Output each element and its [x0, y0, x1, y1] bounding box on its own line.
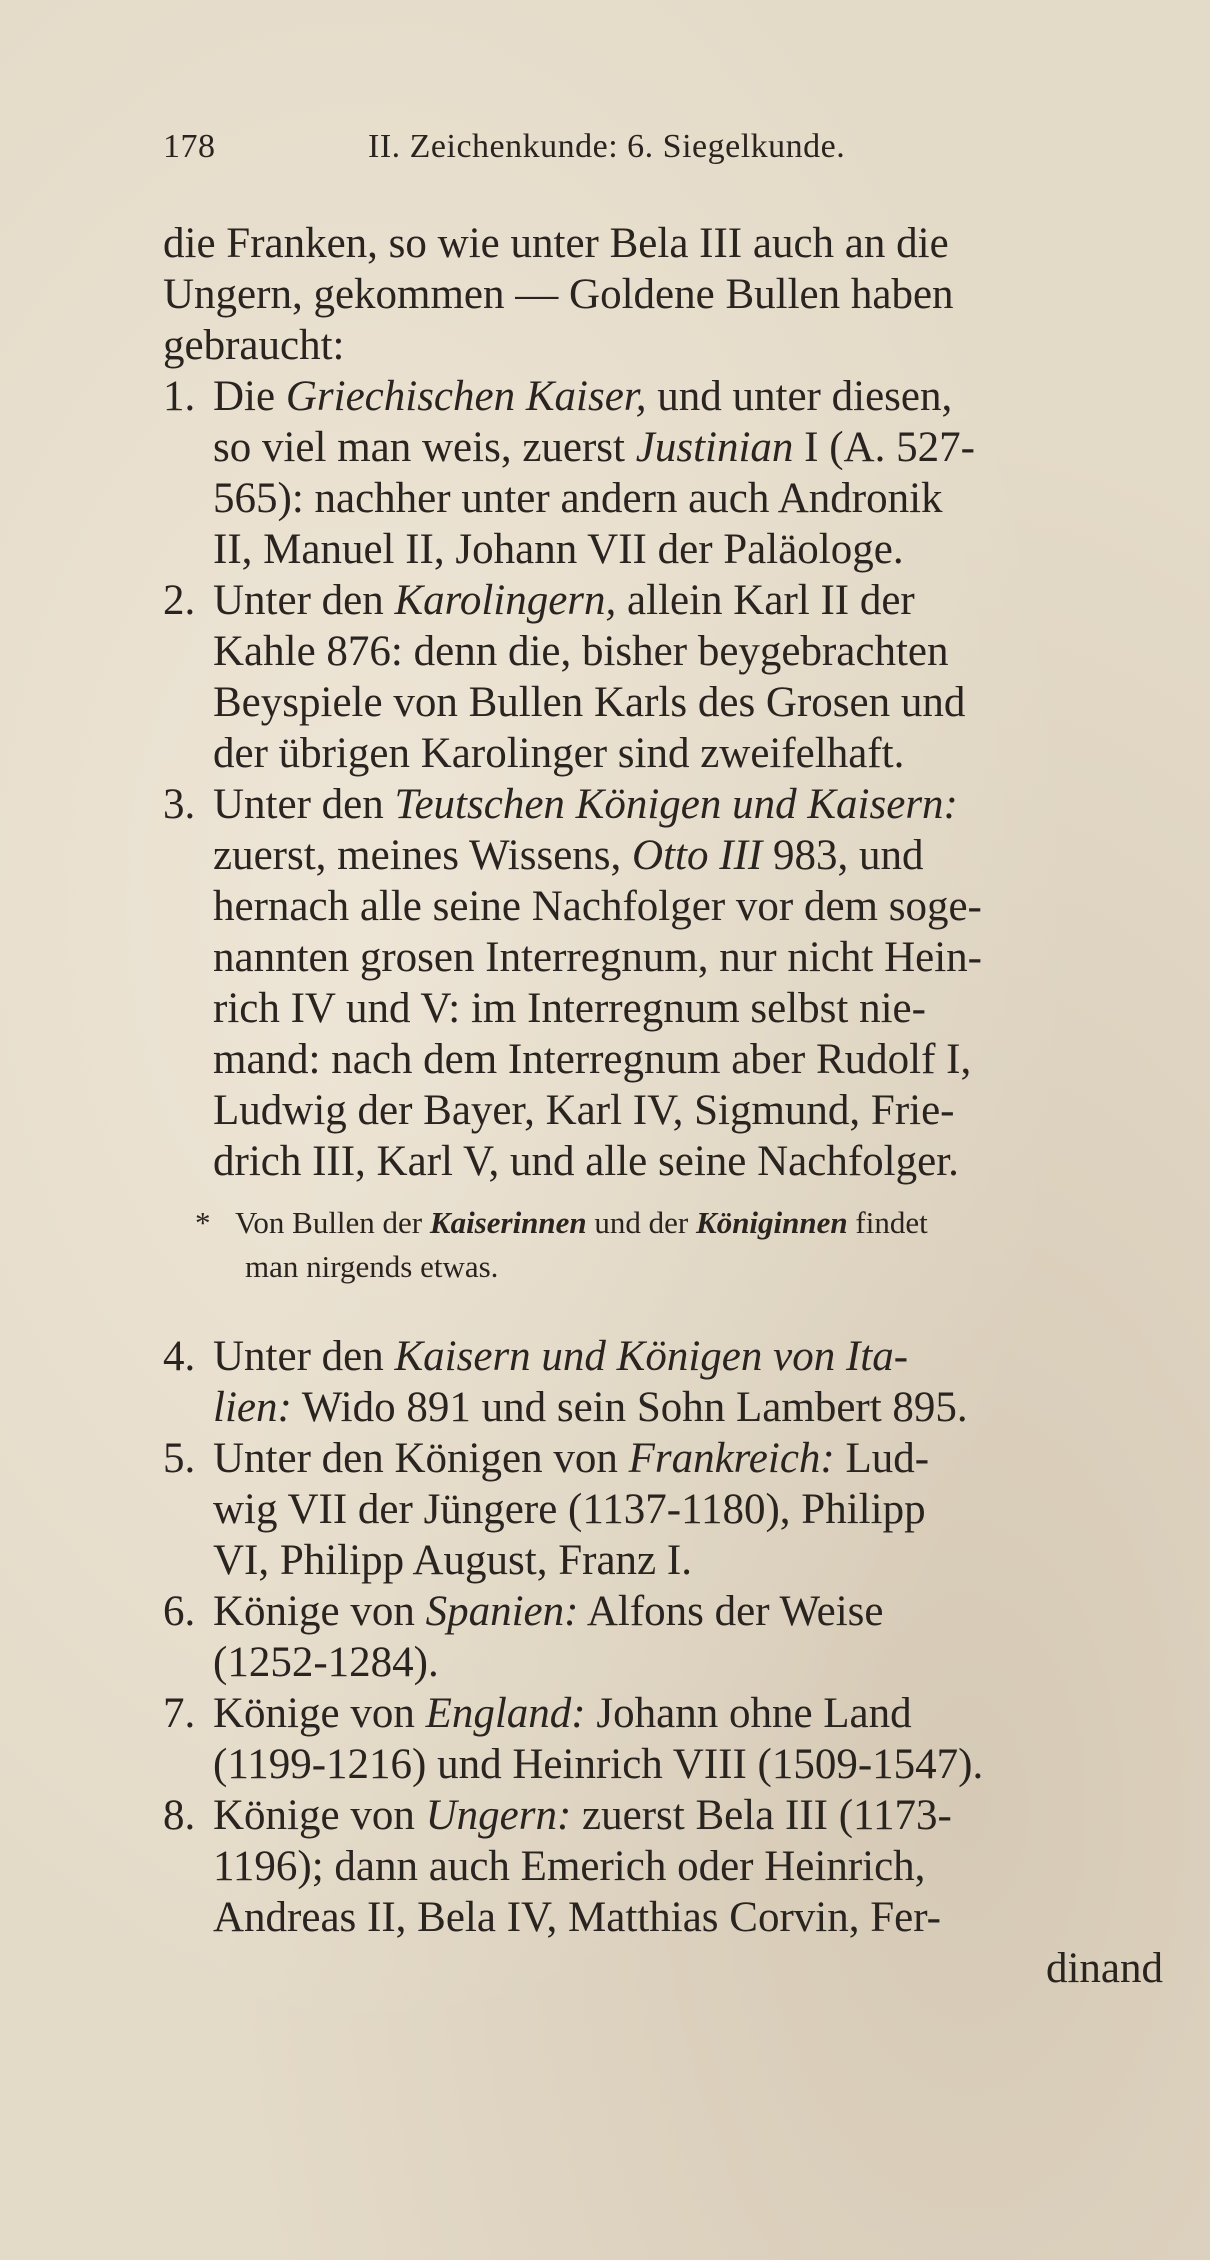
text-run: wig VII der Jüngere (1137-1180), Philipp: [213, 1486, 926, 1533]
text-run: Unter den: [213, 577, 395, 624]
text-run: findet: [847, 1205, 928, 1240]
text-run: Johann ohne Land: [585, 1690, 912, 1737]
page-number: 178: [163, 128, 216, 165]
text-run: nannten grosen Interregnum, nur nicht Hein-: [213, 934, 982, 981]
italic-text: Justinian: [635, 424, 794, 471]
text-run: 1196); dann auch Emerich oder Heinrich,: [213, 1843, 926, 1890]
text-run: 983, und: [762, 832, 924, 879]
list-item: [163, 575, 1163, 779]
text-run: Wido 891 und sein Sohn Lambert 895.: [291, 1384, 968, 1431]
body-text: [163, 218, 1163, 1994]
italic-text: England:: [425, 1690, 586, 1737]
asterisk-mark: *: [195, 1205, 211, 1240]
note-line: [163, 1201, 1163, 1245]
italic-text: lien:: [213, 1384, 292, 1431]
text-run: drich III, Karl V, und alle seine Nachfolger.: [213, 1138, 959, 1185]
text-run: Lud-: [834, 1435, 930, 1482]
text-line: [163, 1790, 1163, 1841]
text-run: zuerst Bela III (1173-: [571, 1792, 952, 1839]
text-line: [163, 1586, 1163, 1637]
italic-text: Karolingern,: [394, 577, 617, 624]
list-item: [163, 1790, 1163, 1943]
text-run: Kahle 876: denn die, bisher beygebrachten: [213, 628, 949, 675]
italic-text: Kaiserinnen: [429, 1205, 587, 1240]
text-run: Könige von: [213, 1588, 426, 1635]
italic-text: Frankreich:: [628, 1435, 835, 1482]
item-number: 3.: [163, 781, 196, 828]
item-number: 5.: [163, 1435, 196, 1482]
text-line: die Franken, so wie unter Bela III auch an die: [163, 220, 949, 267]
text-line: [163, 932, 1163, 983]
text-line: gebraucht:: [163, 322, 345, 369]
text-line: [163, 1331, 1163, 1382]
text-line: [163, 1841, 1163, 1892]
text-run: Beyspiele von Bullen Karls des Grosen und: [213, 679, 966, 726]
text-run: rich IV und V: im Interregnum selbst nie-: [213, 985, 926, 1032]
text-run: Die: [213, 373, 286, 420]
item-number: 1.: [163, 373, 196, 420]
list-item: [163, 1331, 1163, 1433]
text-line: [163, 473, 1163, 524]
running-title: II. Zeichenkunde: 6. Siegelkunde.: [368, 128, 846, 165]
italic-text: Teutschen Königen und Kaisern:: [394, 781, 958, 828]
text-run: 565): nachher unter andern auch Andronik: [213, 475, 943, 522]
text-run: (1252-1284).: [213, 1639, 439, 1686]
text-line: [163, 1484, 1163, 1535]
text-line: [163, 1739, 1163, 1790]
footnote: [163, 1201, 1163, 1289]
text-line: [163, 1535, 1163, 1586]
page-header: [163, 128, 1063, 188]
italic-text: Spanien:: [425, 1588, 579, 1635]
list-item: [163, 1433, 1163, 1586]
text-line: [163, 728, 1163, 779]
text-run: Könige von: [213, 1690, 426, 1737]
italic-text: Kaisern und Königen von Ita-: [394, 1333, 909, 1380]
text-line: [163, 830, 1163, 881]
text-run: Könige von: [213, 1792, 426, 1839]
item-number: 7.: [163, 1690, 196, 1737]
catchword: dinand: [1045, 1945, 1163, 1992]
text-run: so viel man weis, zuerst: [213, 424, 636, 471]
text-line: [163, 983, 1163, 1034]
item-number: 8.: [163, 1792, 196, 1839]
numbered-list-1: [163, 371, 1163, 1187]
text-run: (1199-1216) und Heinrich VIII (1509-1547).: [213, 1741, 984, 1788]
text-line: [163, 881, 1163, 932]
text-run: mand: nach dem Interregnum aber Rudolf I,: [213, 1036, 972, 1083]
item-number: 4.: [163, 1333, 196, 1380]
text-line: [163, 1136, 1163, 1187]
text-line: Ungern, gekommen — Goldene Bullen haben: [163, 271, 954, 318]
text-line: [163, 1034, 1163, 1085]
italic-text: Otto III: [632, 832, 763, 879]
text-run: der übrigen Karolinger sind zweifelhaft.: [213, 730, 905, 777]
text-run: VI, Philipp August, Franz I.: [213, 1537, 692, 1584]
text-run: Unter den Königen von: [213, 1435, 629, 1482]
text-run: Unter den: [213, 781, 395, 828]
text-run: und unter diesen,: [646, 373, 953, 420]
text-line: [163, 422, 1163, 473]
text-run: Von Bullen der: [235, 1205, 430, 1240]
list-item: [163, 1688, 1163, 1790]
text-line: [163, 677, 1163, 728]
item-number: 6.: [163, 1588, 196, 1635]
text-run: allein Karl II der: [616, 577, 915, 624]
text-run: Unter den: [213, 1333, 395, 1380]
text-run: Alfons der Weise: [578, 1588, 884, 1635]
italic-text: Ungern:: [425, 1792, 572, 1839]
numbered-list-2: [163, 1331, 1163, 1943]
text-line: [163, 1382, 1163, 1433]
intro-paragraph: [163, 218, 1163, 371]
italic-text: Griechischen Kaiser,: [285, 373, 647, 420]
list-item: [163, 371, 1163, 575]
list-item: [163, 1586, 1163, 1688]
text-line: [163, 779, 1163, 830]
text-run: Ludwig der Bayer, Karl IV, Sigmund, Frie-: [213, 1087, 955, 1134]
note-line: [163, 1245, 1163, 1289]
text-run: zuerst, meines Wissens,: [213, 832, 633, 879]
text-line: [163, 626, 1163, 677]
italic-text: Königinnen: [696, 1205, 848, 1240]
text-line: [163, 1637, 1163, 1688]
text-line: [163, 1892, 1163, 1943]
item-number: 2.: [163, 577, 196, 624]
text-run: und der: [586, 1205, 697, 1240]
text-line: [163, 524, 1163, 575]
text-run: II, Manuel II, Johann VII der Paläologe.: [213, 526, 904, 573]
text-line: [163, 1085, 1163, 1136]
text-line: [163, 575, 1163, 626]
text-line: [163, 1433, 1163, 1484]
list-item: [163, 779, 1163, 1187]
text-line: [163, 371, 1163, 422]
text-run: hernach alle seine Nachfolger vor dem soge-: [213, 883, 982, 930]
text-run: I (A. 527-: [793, 424, 975, 471]
text-line: [163, 1688, 1163, 1739]
text-run: Andreas II, Bela IV, Matthias Corvin, Fer-: [213, 1894, 941, 1941]
text-run: man nirgends etwas.: [245, 1249, 499, 1284]
